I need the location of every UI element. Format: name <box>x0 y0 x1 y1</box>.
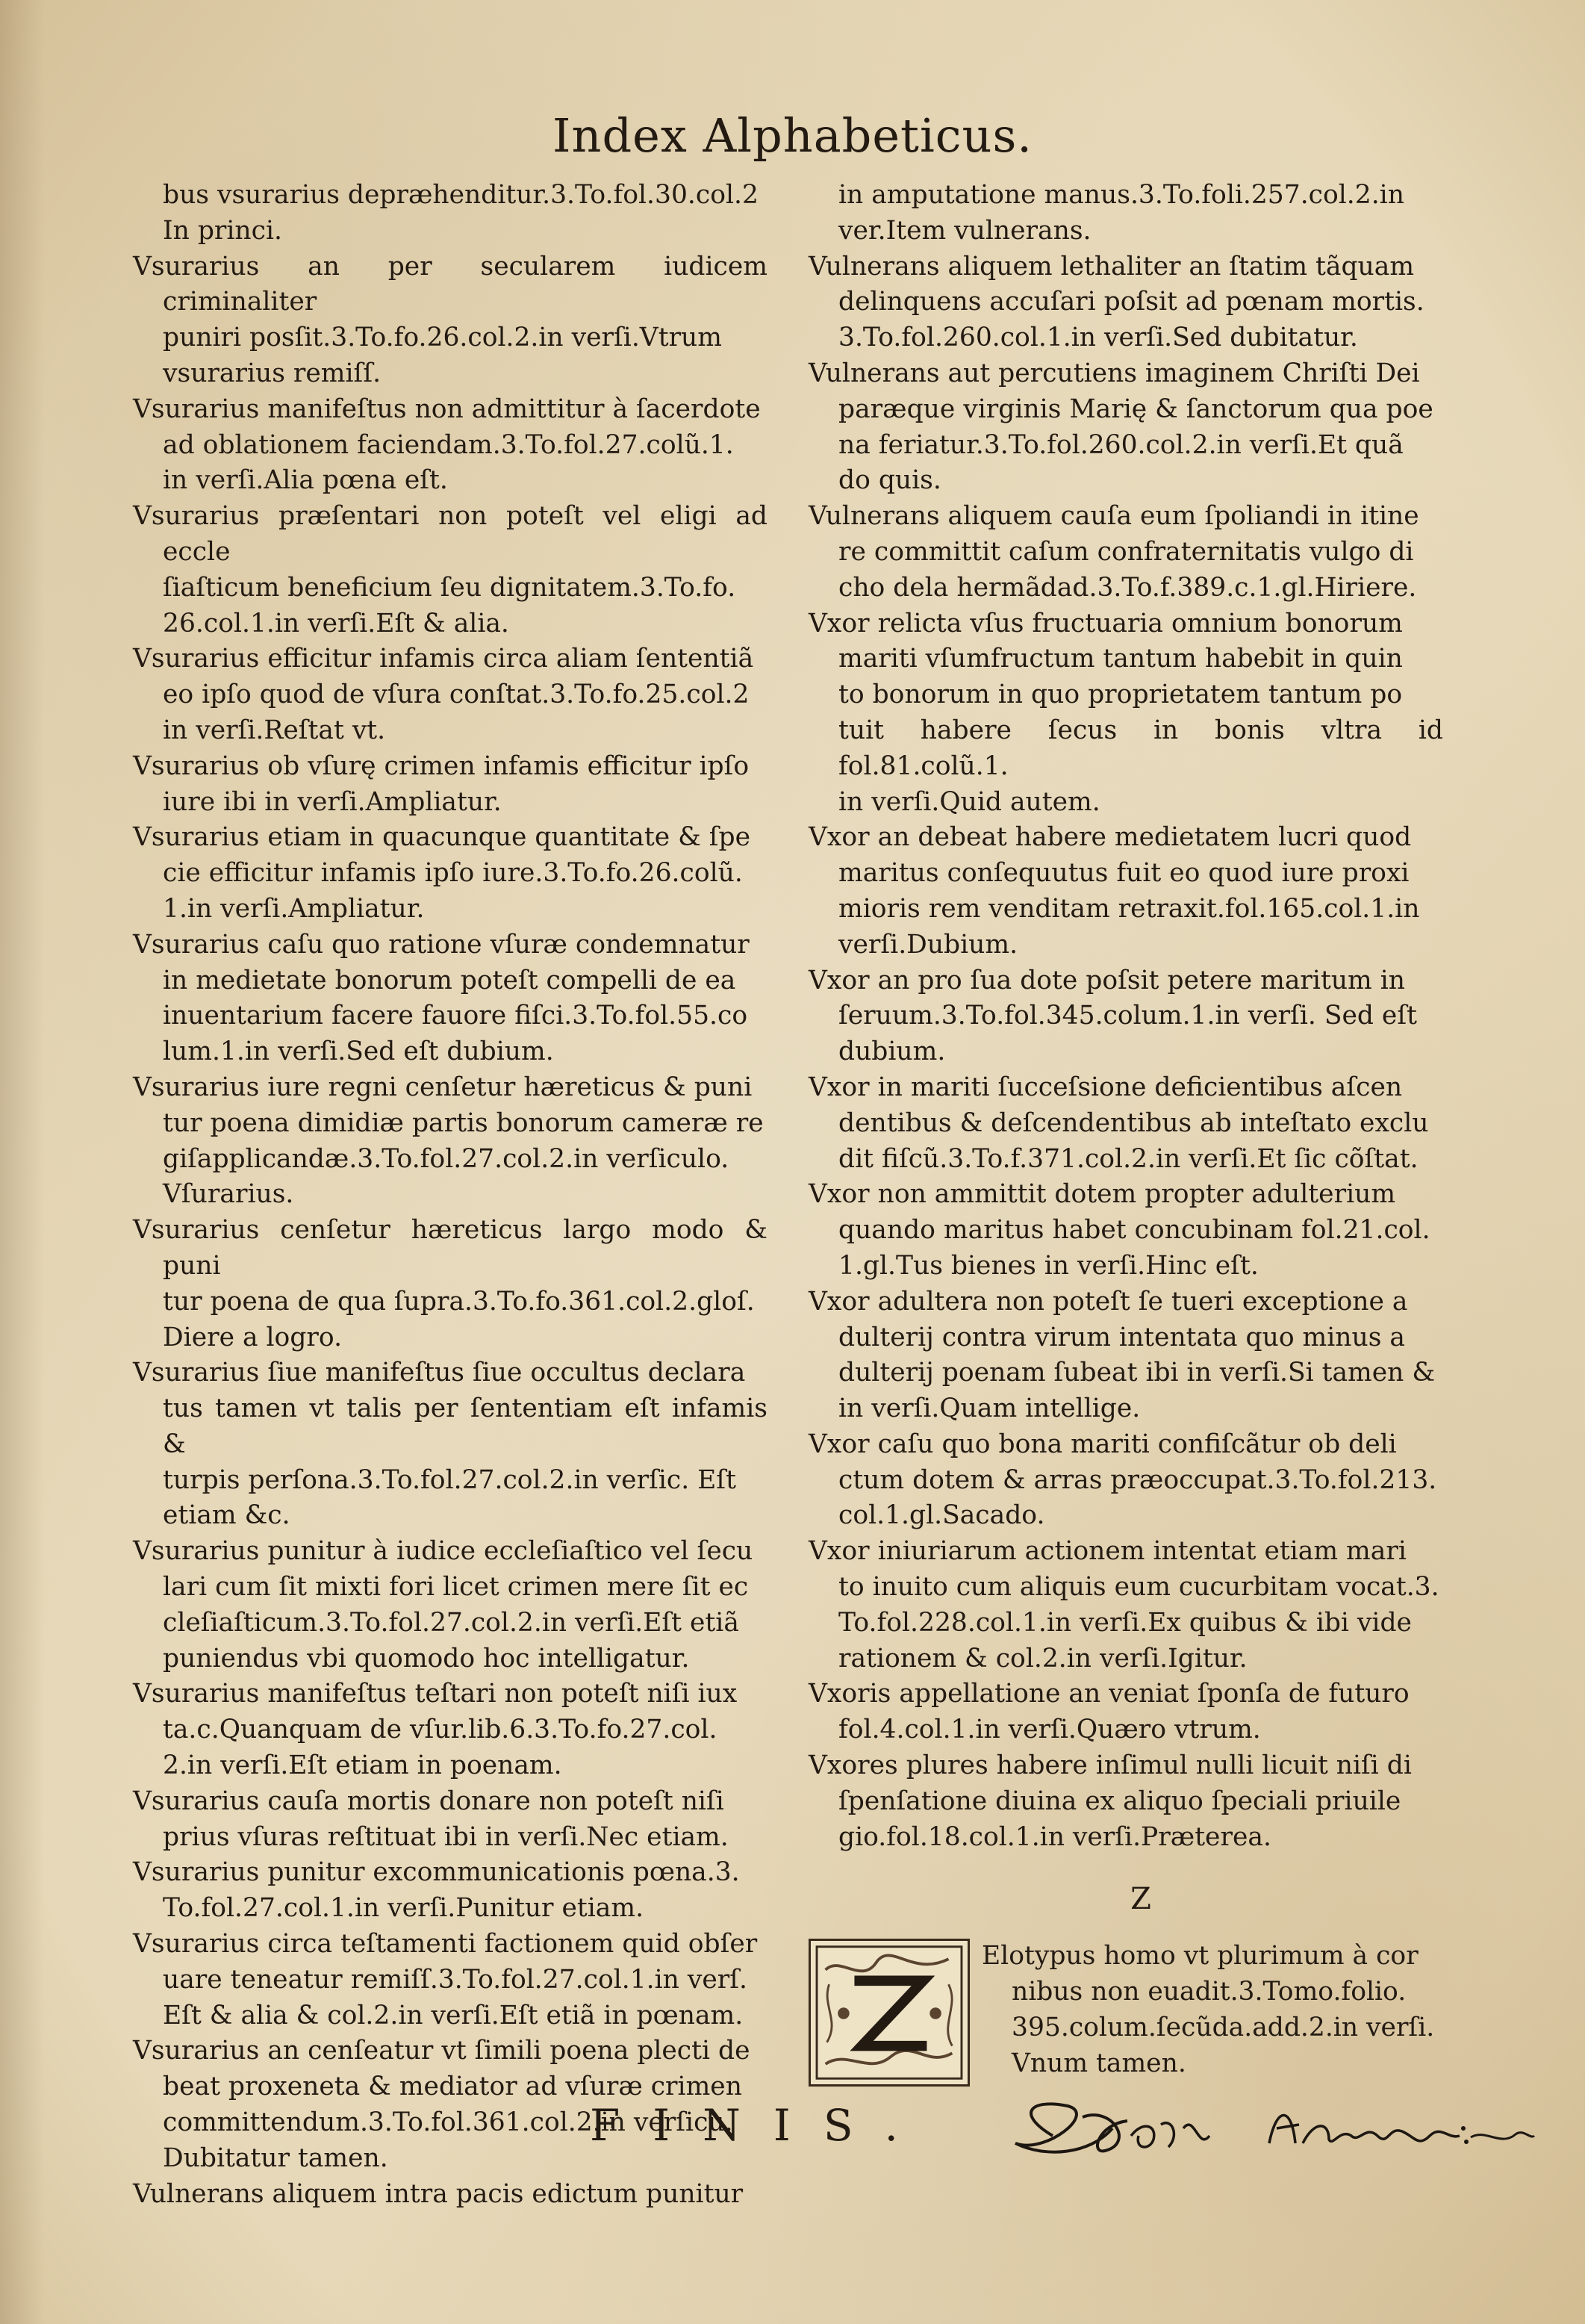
entry-line: Vulnerans aliquem lethaliter an ſtatim tãquam <box>809 251 1415 282</box>
section-letter: Z <box>1130 1882 1151 1917</box>
entry-line: Vsurarius efficitur infamis circa aliam ſententiã <box>133 644 754 674</box>
index-entry <box>809 1070 1443 1177</box>
entry-line: lari cum ſit mixti fori licet crimen mere ſit ec <box>163 1572 749 1603</box>
entry-line: 3.To.fol.260.col.1.in verſi.Sed dubitatur. <box>838 323 1358 353</box>
entry-line: fol.4.col.1.in verſi.Quæro vtrum. <box>838 1715 1261 1745</box>
index-entry <box>133 1355 767 1534</box>
entry-line: Vsurarius punitur à iudice eccleſiaſtico vel ſecu <box>133 1536 753 1567</box>
index-entry <box>809 1427 1443 1534</box>
entry-line: na feriatur.3.To.fol.260.col.2.in verſi.Et quã <box>838 429 1404 460</box>
right-column <box>809 178 1443 2087</box>
z-entry-line: 395.colum.ſecũda.add.2.in verſi. <box>1012 2012 1435 2042</box>
entry-line: in verſi.Alia pœna eſt. <box>163 465 448 496</box>
z-entry-line: nibus non euadit.3.Tomo.folio. <box>1012 1977 1407 2007</box>
index-entry <box>133 1927 767 2034</box>
entry-line: beat proxeneta & mediator ad vſuræ crimen <box>163 2072 742 2102</box>
entry-line: tuit habere ſecus in bonis vltra id fol.81.colũ.1. <box>838 715 1443 781</box>
index-entry <box>133 1534 767 1677</box>
entry-line: cie efficitur infamis ipſo iure.3.To.fo.26.colũ. <box>163 858 743 889</box>
index-entry <box>133 1213 767 1355</box>
index-entry <box>133 499 767 641</box>
index-entry <box>133 1070 767 1213</box>
entry-line: Vulnerans aliquem cauſa eum ſpoliandi in itine <box>809 501 1419 532</box>
entry-line: gio.fol.18.col.1.in verſi.Præterea. <box>838 1821 1271 1852</box>
index-entry <box>809 1177 1443 1284</box>
index-entry <box>809 820 1443 963</box>
entry-line: dentibus & deſcendentibus ab inteſtato exclu <box>838 1107 1429 1138</box>
entry-line: Vxor an pro ſua dote poſsit petere maritum in <box>809 965 1405 995</box>
entry-line: Vſurarius. <box>163 1179 294 1210</box>
entry-line: maritus conſequutus fuit eo quod iure proxi <box>838 858 1410 889</box>
entry-line: ſiaſticum beneficium ſeu dignitatem.3.To.fo. <box>163 572 736 603</box>
entry-line: Vsurarius an cenſeatur vt ſimili poena plecti de <box>133 2036 750 2066</box>
entry-line: in medietate bonorum poteſt compelli de ea <box>163 965 736 995</box>
entry-line: mariti vſumfructum tantum habebit in quin <box>838 644 1403 674</box>
entry-line: do quis. <box>838 465 941 496</box>
entry-line: Vxor iniuriarum actionem intentat etiam mari <box>809 1536 1407 1567</box>
entry-line: puniendus vbi quomodo hoc intelligatur. <box>163 1643 690 1674</box>
entry-line: in verſi.Quid autem. <box>838 786 1100 817</box>
entry-line: puniri posſit.3.To.fo.26.col.2.in verſi.Vtrum <box>163 323 722 353</box>
index-entry <box>809 249 1443 356</box>
entry-line: Vsurarius ſiue manifeſtus ſiue occultus declara <box>133 1358 746 1388</box>
entry-line: Vsurarius punitur excommunicationis pœna.3. <box>133 1857 740 1888</box>
index-entry-continuation <box>133 178 767 249</box>
entry-line: to bonorum in quo proprietatem tantum po <box>838 680 1403 710</box>
entry-line: Vsurarius manifeſtus teſtari non poteſt niſi iux <box>133 1679 738 1709</box>
entry-line: Vsurarius præſentari non poteſt vel eligi ad eccle <box>133 501 767 567</box>
entry-line: Vsurarius circa teſtamenti factionem quid obſer <box>133 1929 758 1960</box>
entry-line: ctum dotem & arras præoccupat.3.To.fol.213. <box>838 1464 1437 1495</box>
z-entry-line: Vnum tamen. <box>1012 2048 1186 2078</box>
z-entry <box>982 1939 1443 2081</box>
entry-line: Dubitatur tamen. <box>163 2143 388 2173</box>
entry-line: in verſi.Quam intellige. <box>838 1394 1141 1424</box>
entry-line: uare teneatur remiſſ.3.To.fol.27.col.1.in verſ. <box>163 1964 748 1995</box>
page-edge-shadow <box>0 0 45 2324</box>
entry-line: Vxor caſu quo bona mariti confiſcãtur ob deli <box>809 1429 1397 1459</box>
z-section <box>809 1939 1443 2087</box>
index-entry <box>133 1855 767 1927</box>
entry-line: Vxores plures habere inſimul nulli licuit niſi di <box>809 1750 1412 1781</box>
entry-line: etiam &c. <box>163 1500 290 1531</box>
entry-line: iure ibi in verſi.Ampliatur. <box>163 786 502 817</box>
entry-line: Vsurarius cenſetur hæreticus largo modo & puni <box>133 1215 767 1281</box>
entry-line: Diere a logro. <box>163 1322 343 1352</box>
entry-line: vsurarius remiſſ. <box>163 358 382 388</box>
entry-line: Vsurarius an per secularem iudicem criminaliter <box>133 251 767 317</box>
index-entry <box>133 928 767 1070</box>
entry-line: In princi. <box>163 215 282 246</box>
entry-line: Vulnerans aut percutiens imaginem Chriſti Dei <box>809 358 1420 388</box>
entry-line: dubium. <box>838 1037 946 1067</box>
entry-line: quando maritus habet concubinam fol.21.col. <box>838 1215 1430 1246</box>
entry-line: tur poena dimidiæ partis bonorum cameræ re <box>163 1107 764 1138</box>
entry-line: ſeruum.3.To.fol.345.colum.1.in verſi. Sed eſt <box>838 1001 1417 1031</box>
entry-line: to inuito cum aliquis eum cucurbitam vocat.3. <box>838 1572 1439 1603</box>
entry-line: ver.Item vulnerans. <box>838 215 1092 246</box>
index-entry <box>133 249 767 392</box>
signature-icon <box>1000 2084 1538 2173</box>
entry-line: ſpenſatione diuina ex aliquo ſpeciali priuile <box>838 1786 1401 1816</box>
z-entry-line: Elotypus homo vt plurimum à cor <box>982 1941 1419 1972</box>
index-entry <box>809 606 1443 821</box>
entry-line: tus tamen vt talis per ſententiam eſt infamis & <box>163 1394 767 1459</box>
entry-line: paræque virginis Marię & ſanctorum qua poe <box>838 394 1433 424</box>
entry-line: 1.in verſi.Ampliatur. <box>163 893 425 924</box>
entry-line: rationem & col.2.in verſi.Igitur. <box>838 1643 1248 1674</box>
index-entry <box>809 1748 1443 1855</box>
entry-line: Vxor non ammittit dotem propter adulterium <box>809 1179 1396 1210</box>
index-entry <box>809 1677 1443 1748</box>
index-entry <box>809 1284 1443 1427</box>
handwritten-signature <box>1000 2084 1538 2173</box>
entry-line: Vsurarius etiam in quacunque quantitate & ſpe <box>133 822 751 853</box>
left-column <box>133 178 767 2212</box>
page-title: Index Alphabeticus. <box>552 108 1033 163</box>
entry-line: in verſi.Reſtat vt. <box>163 715 386 745</box>
index-entry <box>133 1677 767 1783</box>
entry-line: dit fiſcũ.3.To.f.371.col.2.in verſi.Et ſic cõſtat. <box>838 1143 1419 1174</box>
entry-line: verſi.Dubium. <box>838 929 1018 960</box>
entry-line: Vsurarius ob vſurę crimen infamis efficitur ipſo <box>133 751 750 781</box>
entry-line: bus vsurarius depræhenditur.3.To.fol.30.col.2 <box>163 180 759 210</box>
entry-line: dulterij contra virum intentata quo minus a <box>838 1322 1405 1352</box>
entry-line: Vulnerans aliquem intra pacis edictum punitur <box>133 2178 744 2209</box>
entry-line: prius vſuras reſtituat ibi in verſi.Nec etiam. <box>163 1821 729 1852</box>
index-entry <box>133 641 767 748</box>
index-entry <box>133 392 767 499</box>
drop-cap-z <box>809 1939 970 2087</box>
entry-line: Vxoris appellatione an veniat ſponſa de futuro <box>809 1679 1410 1709</box>
entry-line: 2.in verſi.Eſt etiam in poenam. <box>163 1750 562 1781</box>
index-entry <box>133 820 767 927</box>
index-entry <box>809 499 1443 606</box>
entry-line: ta.c.Quanquam de vſur.lib.6.3.To.fo.27.col. <box>163 1715 717 1745</box>
index-entry <box>133 2177 767 2213</box>
entry-line: Eſt & alia & col.2.in verſi.Eſt etiã in pœnam. <box>163 2000 744 2031</box>
right-column-entries <box>809 178 1443 1855</box>
entry-line: Vsurarius cauſa mortis donare non poteſt niſi <box>133 1786 724 1816</box>
entry-line: Vsurarius manifeſtus non admittitur à ſacerdote <box>133 394 761 424</box>
index-entry <box>809 1534 1443 1677</box>
entry-line: re committit caſum confraternitatis vulgo di <box>838 536 1414 567</box>
entry-line: dulterij poenam ſubeat ibi in verſi.Si tamen & <box>838 1358 1436 1388</box>
index-entry-continuation <box>809 178 1443 249</box>
entry-line: giſapplicandæ.3.To.fol.27.col.2.in verſiculo. <box>163 1143 729 1174</box>
entry-line: committendum.3.To.fol.361.col.2.in verſicu. <box>163 2107 733 2138</box>
entry-line: To.fol.228.col.1.in verſi.Ex quibus & ibi vide <box>838 1607 1412 1638</box>
entry-line: inuentarium facere fauore fiſci.3.To.fol.55.co <box>163 1001 748 1031</box>
entry-line: tur poena de qua ſupra.3.To.fo.361.col.2.gloſ. <box>163 1286 755 1317</box>
entry-line: 26.col.1.in verſi.Eſt & alia. <box>163 608 509 639</box>
entry-line: ad oblationem faciendam.3.To.fol.27.colũ.1. <box>163 429 734 460</box>
entry-line: in amputatione manus.3.To.foli.257.col.2.in <box>838 180 1404 210</box>
entry-line: turpis perſona.3.To.fol.27.col.2.in verſic. Eſt <box>163 1464 736 1495</box>
entry-line: Vxor relicta vſus fructuaria omnium bonorum <box>809 608 1403 639</box>
entry-line: eo ipſo quod de vſura conſtat.3.To.fo.25.col.2 <box>163 680 750 710</box>
entry-line: To.fol.27.col.1.in verſi.Punitur etiam. <box>163 1893 644 1924</box>
entry-line: cho dela hermãdad.3.To.f.389.c.1.gl.Hiriere. <box>838 572 1417 603</box>
entry-line: cleſiaſticum.3.To.fol.27.col.2.in verſi.Eſt etiã <box>163 1607 739 1638</box>
ornamental-initial-icon <box>811 1941 968 2084</box>
entry-line: delinquens accuſari poſsit ad pœnam mortis. <box>838 287 1424 317</box>
entry-line: 1.gl.Tus bienes in verſi.Hinc eſt. <box>838 1250 1259 1281</box>
entry-line: mioris rem venditam retraxit.fol.165.col.1.in <box>838 893 1420 924</box>
entry-line: Vxor an debeat habere medietatem lucri quod <box>809 822 1412 853</box>
index-entry <box>809 356 1443 499</box>
index-entry <box>133 1784 767 1856</box>
entry-line: Vsurarius caſu quo ratione vſuræ condemnatur <box>133 929 750 960</box>
entry-line: Vxor in mariti ſucceſsione deficientibus aſcen <box>809 1072 1403 1102</box>
entry-line: col.1.gl.Sacado. <box>838 1500 1045 1531</box>
finis-text: FINIS. <box>590 2100 931 2151</box>
entry-line: Vsurarius iure regni cenſetur hæreticus & puni <box>133 1072 753 1102</box>
entry-line: Vxor adultera non poteſt ſe tueri exceptione a <box>809 1286 1408 1317</box>
entry-line: lum.1.in verſi.Sed eſt dubium. <box>163 1037 554 1067</box>
index-entry <box>133 749 767 821</box>
index-entry <box>809 963 1443 1070</box>
